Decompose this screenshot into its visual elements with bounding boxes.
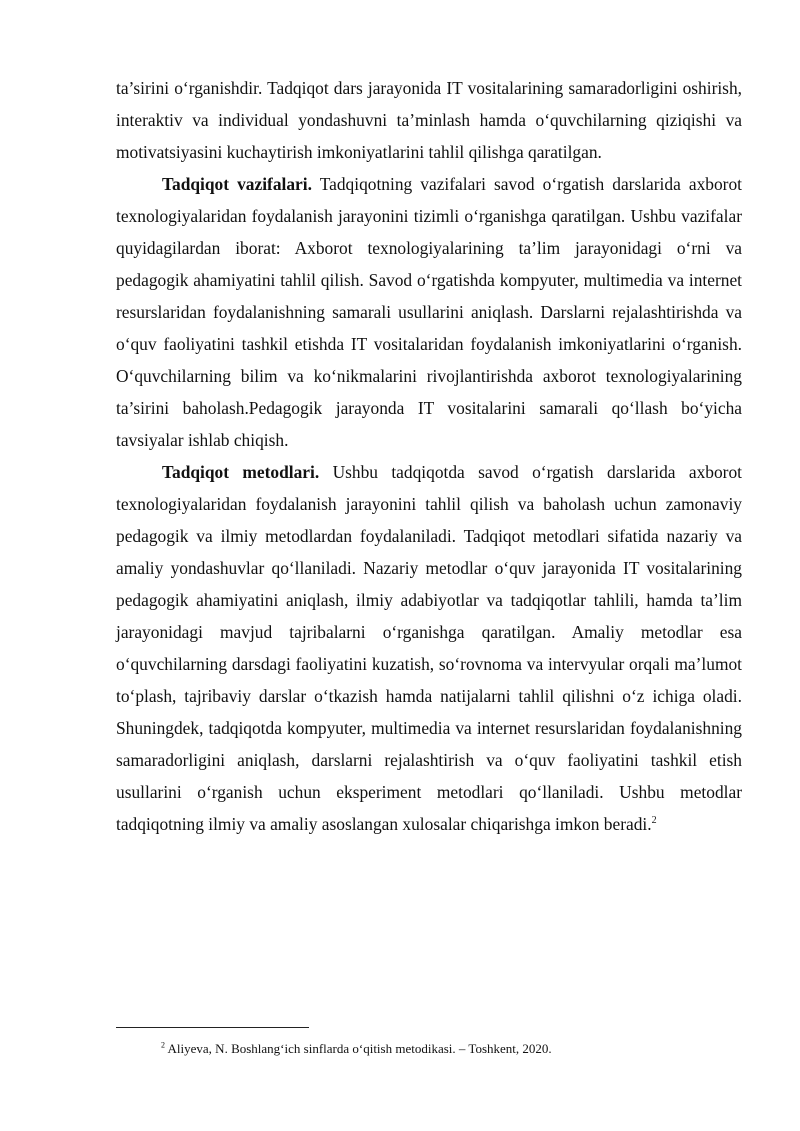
paragraph-continuation: ta’sirini o‘rganishdir. Tadqiqot dars jarayonida IT vositalarining samaradorligini oshirish, interaktiv va individual yondashuvni ta’minlash hamda o‘quvchilarning qiziqishi va motivatsiyasini kuchaytirish imkoniyatlarini tahlil qilishga qaratilgan. [116,78,742,162]
footnote-text: Aliyeva, N. Boshlang‘ich sinflarda o‘qitish metodikasi. – Toshkent, 2020. [165,1041,552,1056]
methods-text: Ushbu tadqiqotda savod o‘rgatish darslarida axborot texnologiyalaridan foydalanish jarayonini tahlil qilish va baholash uchun zamonaviy pedagogik va ilmiy metodlardan foydalaniladi. Tadqiqot metodlari sifatida nazariy va amaliy yondashuvlar qo‘llaniladi. Nazariy metodlar o‘quv jarayonida IT vositalarining pedagogik ahamiyatini aniqlash, ilmiy adabiyotlar va tadqiqotlar tahlili, hamda ta’lim jarayonidagi mavjud tajribalarni o‘rganishga qaratilgan. Amaliy metodlar esa o‘quvchilarning darsdagi faoliyatini kuzatish, so‘rovnoma va intervyular orqali ma’lumot to‘plash, tajribaviy darslar o‘tkazish hamda natijalarni tahlil qilishni o‘z ichiga oladi. Shuningdek, tadqiqotda kompyuter, multimedia va internet resurslaridan foydalanishning samaradorligini aniqlash, darslarni rejalashtirish va o‘quv faoliyatini tashkil etish usullarini o‘rganish uchun eksperiment metodlari qo‘llaniladi. Ushbu metodlar tadqiqotning ilmiy va amaliy asoslangan xulosalar chiqarishga imkon beradi. [116,462,743,834]
footnote-marker: 2 [161,1040,165,1050]
methods-heading: Tadqiqot metodlari. [162,462,320,482]
tasks-heading: Tadqiqot vazifalari. [162,174,312,194]
paragraph-tasks [116,168,742,456]
paragraph-methods [116,456,742,840]
footnote-reference[interactable]: 2 [651,815,657,827]
footnote [161,1040,741,1058]
body-text [116,72,742,840]
tasks-text: Tadqiqotning vazifalari savod o‘rgatish darslarida axborot texnologiyalaridan foydalanish jarayonini tizimli o‘rganishga qaratilgan. Ushbu vazifalar quyidagilardan iborat: Axborot texnologiyalarining ta’lim jarayonidagi o‘rni va pedagogik ahamiyatini tahlil qilish. Savod o‘rgatishda kompyuter, multimedia va internet resurslaridan foydalanishning samarali usullarini aniqlash. Darslarni rejalashtirishda va o‘quv faoliyatini tashkil etishda IT vositalaridan foydalanish imkoniyatlarini o‘rganish. O‘quvchilarning bilim va ko‘nikmalarini rivojlantirishda axborot texnologiyalarining ta’sirini baholash.Pedagogik jarayonda IT vositalarini samarali qo‘llash bo‘yicha tavsiyalar ishlab chiqish. [116,174,743,450]
footnote-separator [116,1027,309,1028]
